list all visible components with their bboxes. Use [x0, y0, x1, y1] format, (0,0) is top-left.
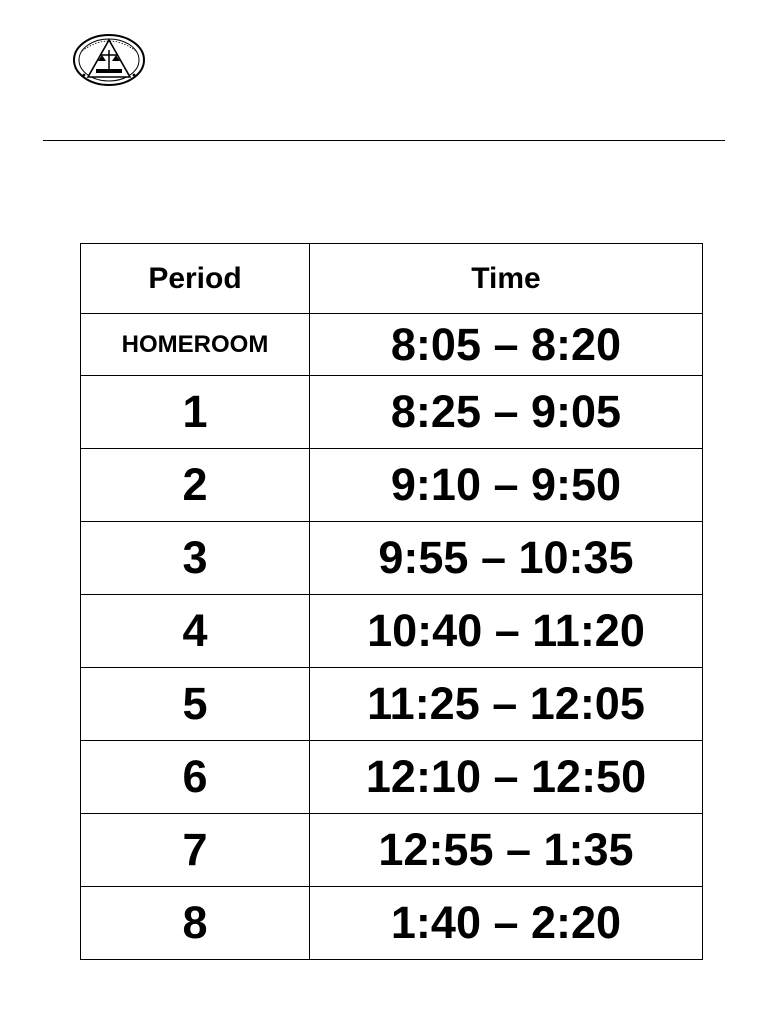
table-row — [81, 449, 703, 522]
school-seal-logo — [72, 33, 146, 87]
table-header-row — [81, 244, 703, 314]
period-cell: 7 — [81, 814, 310, 887]
table-row — [81, 741, 703, 814]
period-cell: 3 — [81, 522, 310, 595]
time-cell: 9:10 – 9:50 — [310, 449, 703, 522]
table-row — [81, 887, 703, 960]
time-cell: 9:55 – 10:35 — [310, 522, 703, 595]
period-cell: HOMEROOM — [81, 314, 310, 376]
period-column-header: Period — [81, 244, 310, 314]
table-row — [81, 595, 703, 668]
time-cell: 12:10 – 12:50 — [310, 741, 703, 814]
time-cell: 8:05 – 8:20 — [310, 314, 703, 376]
table-row — [81, 522, 703, 595]
table-row — [81, 314, 703, 376]
table-row — [81, 814, 703, 887]
table-row — [81, 668, 703, 741]
time-cell: 12:55 – 1:35 — [310, 814, 703, 887]
period-cell: 6 — [81, 741, 310, 814]
school-seal-icon — [72, 33, 146, 87]
time-cell: 1:40 – 2:20 — [310, 887, 703, 960]
header-divider — [43, 140, 725, 141]
bell-schedule-table — [80, 243, 703, 960]
period-cell: 5 — [81, 668, 310, 741]
table-row — [81, 376, 703, 449]
time-column-header: Time — [310, 244, 703, 314]
period-cell: 4 — [81, 595, 310, 668]
period-cell: 1 — [81, 376, 310, 449]
period-cell: 2 — [81, 449, 310, 522]
time-cell: 10:40 – 11:20 — [310, 595, 703, 668]
time-cell: 8:25 – 9:05 — [310, 376, 703, 449]
time-cell: 11:25 – 12:05 — [310, 668, 703, 741]
period-cell: 8 — [81, 887, 310, 960]
